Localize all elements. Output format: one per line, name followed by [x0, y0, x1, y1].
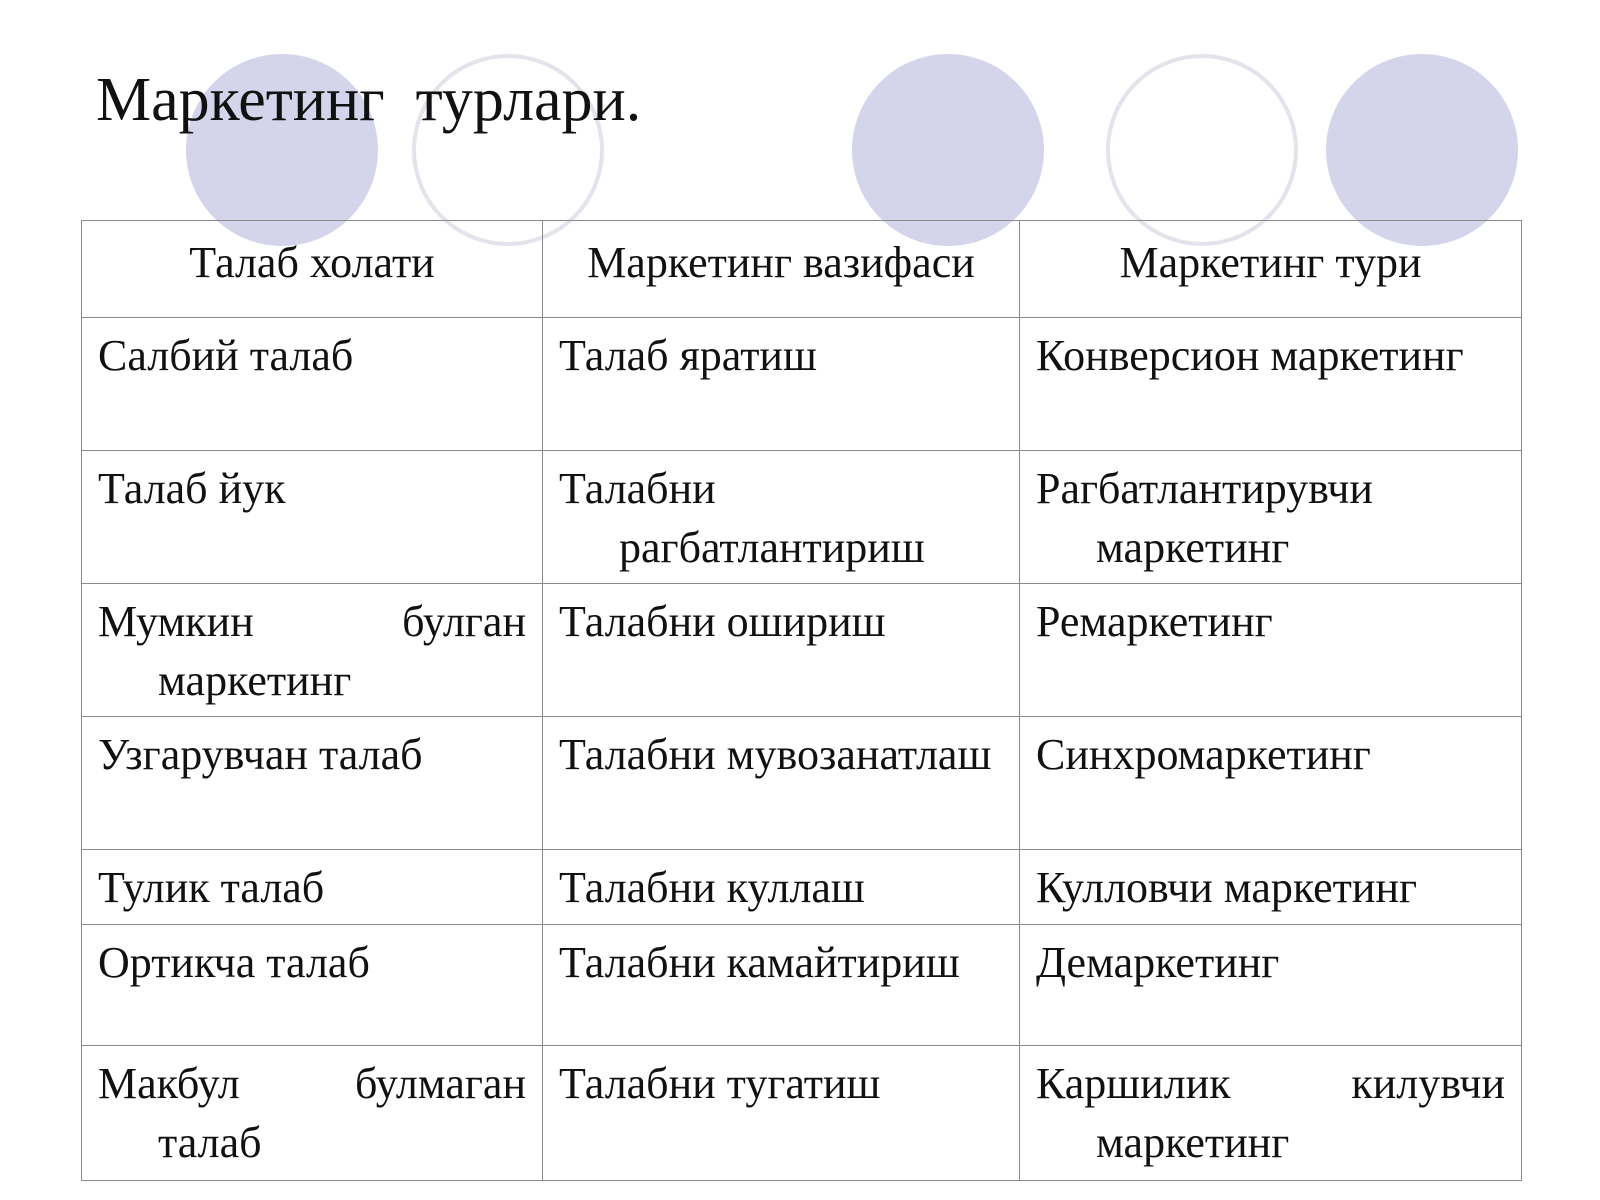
- cell-marketing-type: [1020, 717, 1522, 850]
- cell-demand-state: [82, 584, 543, 717]
- table-header-row: [82, 221, 1522, 318]
- cell-text: Кулловчи маркетинг: [1036, 863, 1418, 912]
- cell-marketing-task: [543, 584, 1020, 717]
- cell-text: Рагбатлантирувчи маркетинг: [1036, 464, 1373, 572]
- marketing-types-table: [81, 220, 1522, 1181]
- cell-marketing-type: [1020, 451, 1522, 584]
- table-row: [82, 850, 1522, 925]
- cell-text: Макбул булмаган талаб: [98, 1059, 526, 1167]
- cell-marketing-type: [1020, 850, 1522, 925]
- cell-text: Синхромаркетинг: [1036, 730, 1371, 779]
- cell-text: Ремаркетинг: [1036, 597, 1273, 646]
- cell-marketing-type: [1020, 1046, 1522, 1181]
- cell-demand-state: [82, 850, 543, 925]
- decorative-circle-filled: [1326, 54, 1518, 246]
- cell-text: Талабни рагбатлантириш: [559, 464, 925, 572]
- cell-marketing-task: [543, 1046, 1020, 1181]
- cell-text: Талабни куллаш: [559, 863, 865, 912]
- column-header-demand-state: Талаб холати: [82, 221, 543, 318]
- cell-text: Талабни тугатиш: [559, 1059, 881, 1108]
- cell-text: Талабни камайтириш: [559, 938, 960, 987]
- cell-text: Тулик талаб: [98, 863, 325, 912]
- cell-marketing-type: [1020, 584, 1522, 717]
- cell-demand-state: [82, 1046, 543, 1181]
- cell-marketing-task: [543, 925, 1020, 1046]
- cell-text: Конверсион маркетинг: [1036, 331, 1464, 380]
- cell-text: Талаб йук: [98, 464, 286, 513]
- table-row: [82, 584, 1522, 717]
- cell-text: Демаркетинг: [1036, 938, 1280, 987]
- cell-demand-state: [82, 451, 543, 584]
- cell-demand-state: [82, 925, 543, 1046]
- column-header-marketing-type: Маркетинг тури: [1020, 221, 1522, 318]
- cell-text: Талабни мувозанатлаш: [559, 730, 992, 779]
- cell-marketing-task: [543, 318, 1020, 451]
- slide-title: Маркетинг турлари.: [96, 66, 642, 134]
- decorative-circle-filled: [852, 54, 1044, 246]
- table-row: [82, 717, 1522, 850]
- table-row: [82, 318, 1522, 451]
- cell-marketing-type: [1020, 925, 1522, 1046]
- cell-marketing-type: [1020, 318, 1522, 451]
- cell-text: Мумкин булган маркетинг: [98, 597, 526, 705]
- table-row: [82, 925, 1522, 1046]
- cell-text: Узгарувчан талаб: [98, 730, 423, 779]
- cell-text: Талаб яратиш: [559, 331, 817, 380]
- column-header-marketing-task: Маркетинг вазифаси: [543, 221, 1020, 318]
- cell-text: Салбий талаб: [98, 331, 354, 380]
- cell-marketing-task: [543, 850, 1020, 925]
- cell-marketing-task: [543, 451, 1020, 584]
- cell-text: Ортикча талаб: [98, 938, 370, 987]
- cell-demand-state: [82, 717, 543, 850]
- decorative-circle-outline: [1106, 54, 1298, 246]
- cell-marketing-task: [543, 717, 1020, 850]
- table-row: [82, 451, 1522, 584]
- table-row: [82, 1046, 1522, 1181]
- cell-text: Каршилик килувчи маркетинг: [1036, 1059, 1505, 1167]
- cell-demand-state: [82, 318, 543, 451]
- cell-text: Талабни ошириш: [559, 597, 886, 646]
